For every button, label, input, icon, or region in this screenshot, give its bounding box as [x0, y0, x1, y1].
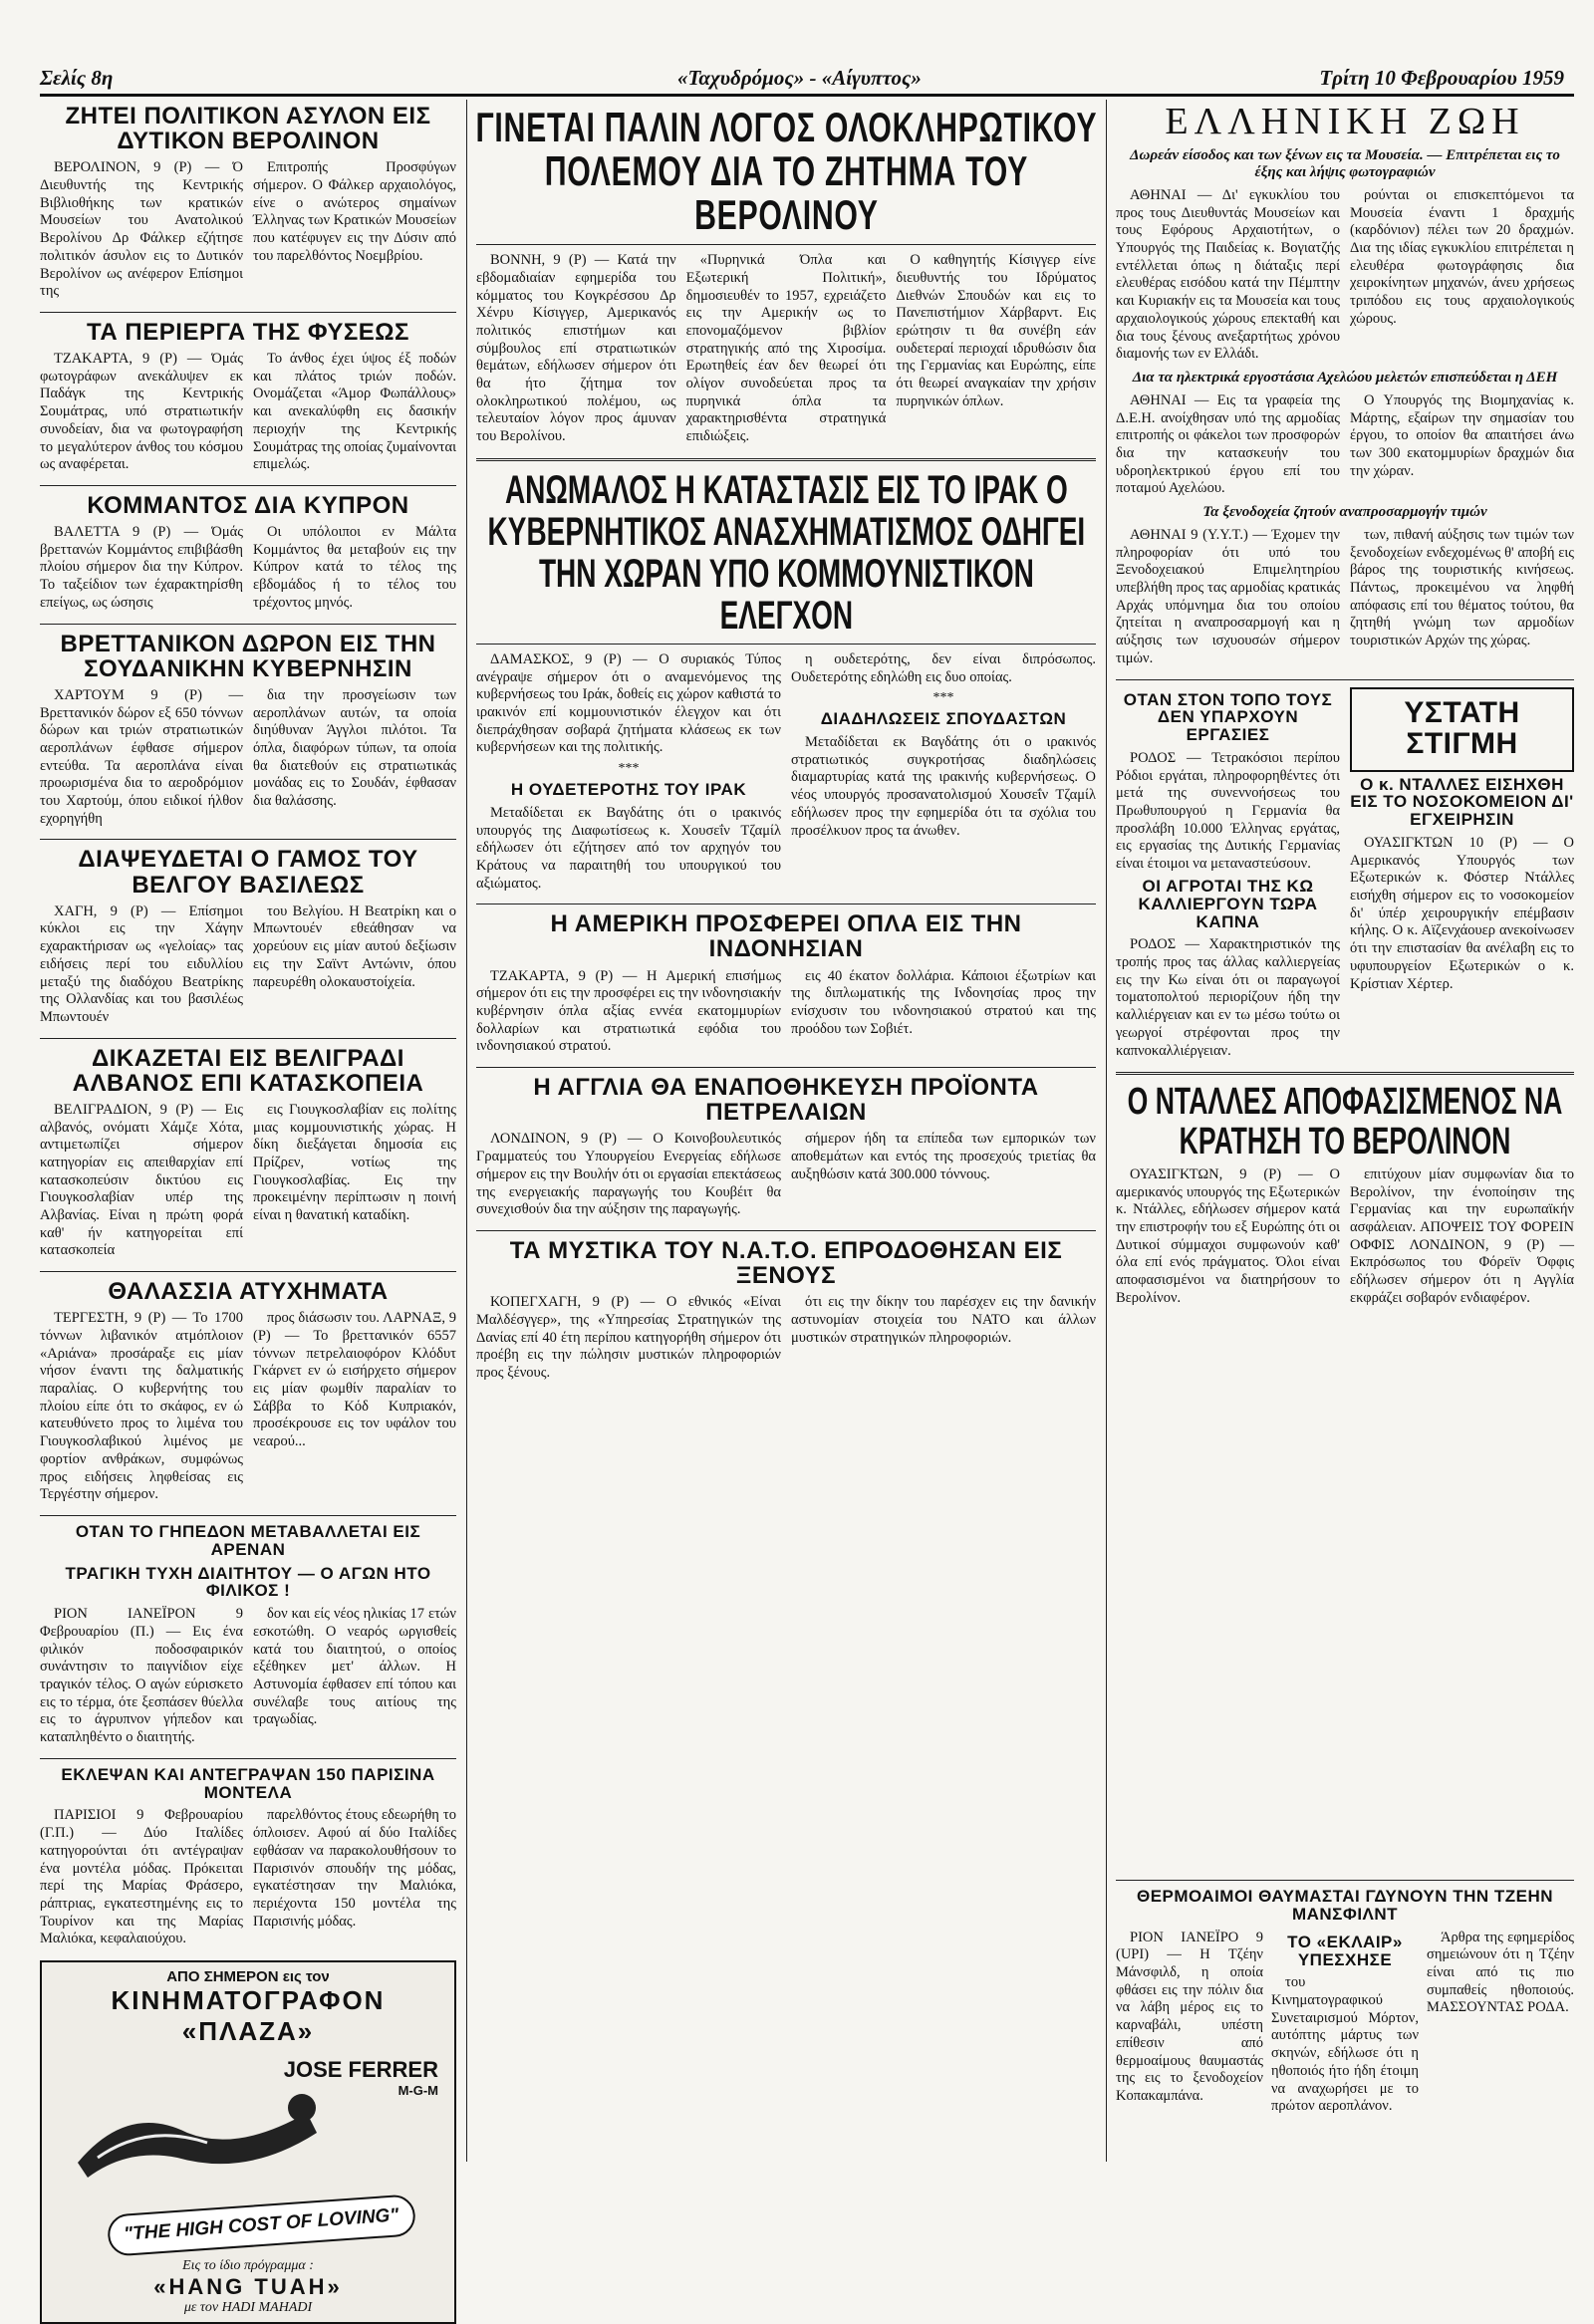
article-text: ρούνται οι επισκεπτόμενοι τα Μουσεία έναντι 1 δραχμής (καρδόνιον) πέλει των 20 δραχμών. Δια της ιδίας εγκυκλίου επιτρέπεται η ελευθέρα φωτογράφησις δια χειροκίνητων μηχανών, άνευ χρήσεως τριπόδου εις τους αρχαιολογικούς χώρους.	[1350, 187, 1574, 327]
article-text: η ουδετερότης, δεν είναι διπρόσωπος. Ουδετερότης εδηλώθη εις δυο οποίας.	[791, 650, 1096, 685]
article-text: ΑΘΗΝΑΙ — Δι' εγκυκλίου του προς τους Διευθυντάς Μουσείων και τους Εφόρους Αρχαιοτήτων, ο Υπουργός της Παιδείας κ. Βογιατζής εντέλλεται όπως η διάταξις περί ελευθέρας εισόδου κατά την Πέμπτην και Κυριακήν εις τα Μουσεία και τους αρχαιολογικούς χώρους επεκταθή και δια τους ξένους ανεξαρτήτως χρόνου διαμονής των εν Ελλάδι.	[1116, 187, 1340, 363]
article-text: ΡΙΟΝ ΙΑΝΕΪΡΟ 9 (UPI) — Η Τζέην Μάνσφιλδ, η οποία φθάσει εις την πόλιν δια να λάβη μέρος εις το καρναβάλι, υπέστη επίθεσιν από θερμοαίμους θαυμαστάς της εις το ξενοδοχείον Κοπακαμπάνα.	[1116, 1929, 1263, 2104]
article-text: ΧΑΓΗ, 9 (Ρ) — Επίσημοι κύκλοι εις την Χάγην εχαρακτήρισαν ως «γελοίας» τας ειδήσεις περί του ειδυλλίου μεταξύ της διαδόχου Βεατρίκης της Ολλανδίας και του βασιλέως Μπωντουέν	[40, 903, 243, 1025]
article-subtitle: ΔΙΑΔΗΛΩΣΕΙΣ ΣΠΟΥΔΑΣΤΩΝ	[820, 709, 1067, 729]
article-text: Ο Υπουργός της Βιομηχανίας κ. Μάρτης, εξαίρων την σημασίαν του έργου, το οποίον θα απαιτήσει άνω των 300 εκατομμυρίων δραχμών δια την χώραν.	[1350, 391, 1574, 479]
article-text: ΟΥΑΣΙΓΚΤΩΝ, 9 (Ρ) — Ο αμερικανός υπουργός της Εξωτερικών κ. Ντάλλες, εδήλωσεν σήμερον κατά την επιστροφήν του εξ Ευρώπης ότι οι Δυτικοί σύμμαχοι συμφωνούν καθ' όλα επί ενός πράγματος. Όλοι είναι αποφασισμένοι να διατηρήσουν το Βερολίνον.	[1116, 1165, 1340, 1306]
article-text: του Κινηματογραφικού Συνεταιρισμού Μόρτον, αυτόπτης μάρτυς των σκηνών, εδήλωσε ότι η ηθοποιός ήτο ήδη έτοιμη να αναχωρήσει με το πρώτον αεροπλάνον.	[1271, 1974, 1419, 2115]
article-text: Άρθρα της εφημερίδος σημειώνουν ότι η Τζέην είναι από τις πιο συμπαθείς ηθοποιούς. ΜΑΣΣΟΥΝΤΑΣ ΡΟΔΑ.	[1427, 1929, 1574, 2016]
article-subtitle: Η ΟΥΔΕΤΕΡΟΤΗΣ ΤΟΥ ΙΡΑΚ	[510, 779, 747, 799]
article-text: δια την προσγείωσιν των αεροπλάνων αυτών, τα οποία διηύθυναν Άγγλοι πιλότοι. Τα όπλα, διαφόρων τύπων, τα οποία θα διατεθούν εις στρατιωτικάς μονάδας εις το Σουδάν, έφθασαν δια θαλάσσης.	[253, 686, 456, 809]
lead-headline: ΓΙΝΕΤΑΙ ΠΑΛΙΝ ΛΟΓΟΣ ΟΛΟΚΛΗΡΩΤΙΚΟΥ ΠΟΛΕΜΟΥ ΔΙΑ ΤΟ ΖΗΤΗΜΑ ΤΟΥ ΒΕΡΟΛΙΝΟΥ	[475, 104, 1097, 239]
article-text: ΛΟΝΔΙΝΟΝ, 9 (Ρ) — Ο Κοινοβουλευτικός Γραμματεύς του Υπουργείου Ενεργείας εδήλωσε σήμερον εις την Βουλήν ότι οι εργασίαι επεκτάσεως της ενεργειακής παραγωγής του Κουβέιτ θα συνεχισθούν δια την αύξησιν της παραγωγής.	[476, 1131, 781, 1218]
article-title: ΚΟΜΜΑΝΤΟΣ ΔΙΑ ΚΥΠΡΟΝ	[87, 491, 409, 519]
article-text: ΚΟΠΕΓΧΑΓΗ, 9 (Ρ) — Ο εθνικός «Είναι Μαλδέσγγερ», της «Υπηρεσίας Στρατηγικών της Δανίας επί 40 έτη περίπου κατηγορήθη σήμερον ότι προέβη εις την πώλησιν μυστικών πληροφοριών προς ξένους.	[476, 1294, 781, 1381]
article-title: ΘΑΛΑΣΣΙΑ ΑΤΥΧΗΜΑΤΑ	[108, 1278, 389, 1306]
masthead	[40, 60, 1574, 97]
newspaper-name: «Ταχυδρόμος» - «Αίγυπτος»	[677, 66, 922, 90]
mansfield-article	[1116, 1873, 1574, 2162]
page-number: Σελίς 8η	[40, 66, 114, 90]
ad-second-film: «HANG TUAH»	[153, 2273, 343, 2299]
article-text: ΒΟΝΝΗ, 9 (Ρ) — Κατά την εβδομαδιαίαν εφημερίδα του κόμματος του Κογκρέσσου Δρ Χένρυ Κίσιγγερ, Αμερικανός πολιτικός επιστήμων και σύμβουλος επί στρατιωτικών θεμάτων, εδήλωσεν σήμερον ότι θα ήτο ζήτημα τον ολοκληρωτικού πολέμου, ως τελευταίον λόγον προς άμυναν του Βερολίνου.	[476, 252, 676, 445]
cinema-advertisement	[40, 1960, 456, 2324]
article-title: ΒΡΕΤΤΑΝΙΚΟΝ ΔΩΡΟΝ ΕΙΣ ΤΗΝ ΣΟΥΔΑΝΙΚΗΝ ΚΥΒΕΡΝΗΣΙΝ	[60, 630, 436, 682]
breaking-news-title: ΥΣΤΑΤΗ ΣΤΙΓΜΗ	[1404, 695, 1520, 760]
ad-cinema-name: ΚΙΝΗΜΑΤΟΓΡΑΦΟΝ «ΠΛΑΖΑ»	[111, 1984, 386, 2046]
ad-star-name: JOSE FERRER	[283, 2056, 438, 2082]
article-title: Ο κ. ΝΤΑΛΛΕΣ ΕΙΣΗΧΘΗ ΕΙΣ ΤΟ ΝΟΣΟΚΟΜΕΙΟΝ ΔΙ' ΕΓΧΕΙΡΗΣΙΝ	[1350, 774, 1574, 830]
article-text: ΒΕΡΟΛΙΝΟΝ, 9 (Ρ) — Ό Διευθυντής της Κεντρικής Βιβλιοθήκης των κρατικών Μουσείων του Ανατολικού Βερολίνου Δρ Φάλκερ εζήτησε πολιτικόν άσυλον εις το Δυτικόν Βερολίνον ως ανέφερον Επίσημοι της	[40, 159, 243, 300]
ad-intro: ΑΠΟ ΣΗΜΕΡΟΝ εις τον	[166, 1967, 330, 1985]
article-title: Η ΑΜΕΡΙΚΗ ΠΡΟΣΦΕΡΕΙ ΟΠΛΑ ΕΙΣ ΤΗΝ ΙΝΔΟΝΗΣΙΑΝ	[550, 910, 1022, 963]
article-title: ΟΙ ΑΓΡΟΤΑΙ ΤΗΣ ΚΩ ΚΑΛΛΙΕΡΓΟΥΝ ΤΩΡΑ ΚΑΠΝΑ	[1138, 876, 1318, 931]
article-text: ΠΑΡΙΣΙΟΙ 9 Φεβρουαρίου (Γ.Π.) — Δύο Ιταλίδες κατηγορούνται ότι αντέγραψαν ένα μοντέλα μόδας. Πρόκειται περί της Μαρίας Φράσερο, ράπτριας, εγκατεστημένης εις το Τουρίνον και της Μαρίας Μαλιόκα, κεφαλαιούχου.	[40, 1807, 243, 1947]
article-title: ΘΕΡΜΟΑΙΜΟΙ ΘΑΥΜΑΣΤΑΙ ΓΔΥΝΟΥΝ ΤΗΝ ΤΖΕΗΝ ΜΑΝΣΦΙΛΝΤ	[1136, 1887, 1554, 1924]
section-subtitle: Δωρεάν είσοδος και των ξένων εις τα Μουσεία. — Επιτρέπεται εις το έξης και λήψις φωτογραφιών	[1130, 147, 1560, 180]
dulles-headline: Ο ΝΤΑΛΛΕΣ ΑΠΟΦΑΣΙΣΜΕΝΟΣ ΝΑ ΚΡΑΤΗΣΗ ΤΟ ΒΕΡΟΛΙΝΟΝ	[1127, 1081, 1563, 1163]
article-subtitle: ΤΟ «ΕΚΛΑΙΡ» ΥΠΕΣΧΗΣΕ	[1287, 1932, 1403, 1969]
article-text: επιτύχουν μίαν συμφωνίαν δια το Βερολίνον, την ένοποίησιν της Γερμανίας και την ευρωπαϊκήν ασφάλειαν. ΑΠΟΨΕΙΣ ΤΟΥ ΦΟΡΕΙΝ ΟΦΦΙΣ ΛΟΝΔΙΝΟΝ, 9 (Ρ) — Εκπρόσωπος του Φόρεϊν Όφφις εδήλωσεν σήμερον ότι η Αγγλία εκφράζει σοβαρόν ενδιαφέρον.	[1350, 1165, 1574, 1306]
section-subtitle: Δια τα ηλεκτρικά εργοστάσια Αχελώου μελετών επισπεύδεται η ΔΕΗ	[1132, 369, 1558, 386]
article-text: ΔΑΜΑΣΚΟΣ, 9 (Ρ) — Ο συριακός Τύπος ανέγραψε σήμερον ότι ο αναμενόμενος της κυβερνήσεως του Ιράκ, δοθείς εις χώρον καθιστά το ιρακινόν επί κομμουνιστικόν έλεγχον και ότι διεπράχθησαν σοβαρά ζητήματα κλάσεως εκ των κυβερνήσεων και της πολιτικής.	[476, 650, 781, 756]
article-text: ΑΘΗΝΑΙ — Εις τα γραφεία της Δ.Ε.Η. ανοίχθησαν υπό της αρμοδίας επιτροπής οι φάκελοι των προσφορών δια την κατασκευήν του υδροηλεκτρικού έργου επί του ποταμού Αχελώου.	[1116, 391, 1340, 497]
article-text: ΟΥΑΣΙΓΚΤΩΝ 10 (Ρ) — Ο Αμερικανός Υπουργός των Εξωτερικών κ. Φόστερ Ντάλλες εισήχθη σήμερον εις το νοσοκομείον δι' ύπέρ χειρουργικήν επέμβασιν κήλης. Ο κ. Αϊζενχάουερ ανεκοίνωσεν ότι την επιστασίαν θα ανέλαβη εις το υφυπουργείον Εξωτερικών ο κ. Κρίστιαν Χέρτερ.	[1350, 835, 1574, 992]
article-text: ΡΟΔΟΣ — Χαρακτηριστικόν της τροπής προς τας άλλας καλλιεργείας εις την Κω είναι ότι οι παραγωγοί τοματοπολτού περιορίζουν ήδη την καλλιέργειαν και εν τω μέσω τούτω οι γεωργοί στρέφονται προς την καπνοκαλλιέργειαν.	[1116, 936, 1340, 1059]
ad-film-title: "THE HIGH COST OF LOVING"	[107, 2194, 416, 2256]
column-center: ΓΙΝΕΤΑΙ ΠΑΛΙΝ ΛΟΓΟΣ ΟΛΟΚΛΗΡΩΤΙΚΟΥ ΠΟΛΕΜΟΥ ΔΙΑ ΤΟ ΖΗΤΗΜΑ ΤΟΥ ΒΕΡΟΛΙΝΟΥ ΒΟΝΝΗ, 9 (Ρ) — Κατά την εβδομαδιαίαν εφημερίδα του κόμματος του Κογκρέσσου Δρ Χένρυ Κίσιγγερ, Αμερικανός πολιτικός επιστήμων και σύμβουλος επί στρατιωτικών θεμάτων, εδήλωσεν σήμερον ότι θα ήτο ζήτημα τον ολοκληρωτικού πολέμου, ως τελευταίον λόγον προς άμυναν του Βερολίνου. «Πυρηνικά Όπλα και Εξωτερική Πολιτική», δημοσιευθέν το 1957, εχρειάζετο εις την Αμερικήν ως το επονομαζόμενον βιβλίον στρατηγικής από της Χιροσίμα. Ερωτηθείς έαν δεν θεωρεί ότι ολίγον συνοδεύεται προς τα πυρηνικά όπλα τα χαρακτηρισθέντα στρατηγικά επιδιώξεις. Ο καθηγητής Κίσιγγερ είνε διευθυντής του Ιδρύματος Διεθνών Σπουδών και εις το Πανεπιστήμιον Χάρβαρντ. Εις ερώτησιν τι θα συνέβη εάν ουδετεραί περιοχαί ιδρυθώσιν δια της Γερμανίας και Ευρώπης, είπε ότι θεωρεί αναγκαίαν την χρήσιν πυρηνικών όπλων. ΑΝΩΜΑΛΟΣ Η ΚΑΤΑΣΤΑΣΙΣ ΕΙΣ ΤΟ ΙΡΑΚ Ο ΚΥΒΕΡΝΗΤΙΚΟΣ ΑΝΑΣΧΗΜΑΤΙΣΜΟΣ ΟΔΗΓΕΙ ΤΗΝ ΧΩΡΑΝ ΥΠΟ ΚΟΜΜΟΥΝΙΣΤΙΚΟΝ ΕΛΕΓΧΟΝ ΔΑΜΑΣΚΟΣ, 9 (Ρ) — Ο συριακός Τύπος ανέγραψε σήμερον ότι ο αναμενόμενος της κυβερνήσεως του Ιράκ, δοθείς εις χώρον καθιστά το ιρακινόν επί κομμουνιστικόν έλεγχον και ότι διεπράχθησαν σοβαρά ζητήματα κλάσεως εκ των κυβερνήσεων και της πολιτικής. *** Η ΟΥΔΕΤΕΡΟΤΗΣ ΤΟΥ ΙΡΑΚ Μεταδίδεται εκ Βαγδάτης ότι ο ιρακινός υπουργός της Διαφωτίσεως κ. Χουσεΐν Τζαμίλ εδήλωσεν ότι εζήτησεν από τον αρχηγόν του Κράτους να παραιτηθή του υπουργικού του αξιώματος. η ουδετερότης, δεν είναι διπρόσωπος. Ουδετερότης εδηλώθη εις δυο οποίας. *** ΔΙΑΔΗΛΩΣΕΙΣ ΣΠΟΥΔΑΣΤΩΝ Μεταδίδεται εκ Βαγδάτης ότι ο ιρακινός στρατιωτικός συγκροτήσας διαδηλώσεις διαμαρτυρίας κατά της ιρακινής κυβερνήσεως. Ο νέος υπουργός προσανατολισμού Χουσεΐν Τζαμίλ εδήλωσεν προς την εφημερίδα ότι τα σχόλια του προσέλκυον προς τα άνωθεν. Η ΑΜΕΡΙΚΗ ΠΡΟΣΦΕΡΕΙ ΟΠΛΑ ΕΙΣ ΤΗΝ ΙΝΔΟΝΗΣΙΑΝ ΤΖΑΚΑΡΤΑ, 9 (Ρ) — Η Αμερική επισήμως σήμερον ότι εις την προσφέρει εις την ινδονησιακήν κυβέρνησιν όπλα αξίας εννέα εκατομμυρίων δολλαρίων και στρατιωτικά εφόδια του ινδονησιακού στρατού. εις 40 έκατον δολλάρια. Κάποιοι έξωτρίων και της διπλωματικής της Ινδονησίας προς την ενίσχυσιν του ινδονησιακού στρατού και της προόδου των Σοβιέτ. Η ΑΓΓΛΙΑ ΘΑ ΕΝΑΠΟΘΗΚΕΥΣΗ ΠΡΟΪΟΝΤΑ ΠΕΤΡΕΛΑΙΩΝ ΛΟΝΔΙΝΟΝ, 9 (Ρ) — Ο Κοινοβουλευτικός Γραμματεύς του Υπουργείου Ενεργείας εδήλωσε σήμερον εις την Βουλήν ότι οι εργασίαι επεκτάσεως της ενεργειακής παραγωγής του Κουβέιτ θα συνεχισθούν δια την αύξησιν της παραγωγής. σήμερον ήδη τα επίπεδα των εμπορικών των αποθεμάτων και εντός της προσεχούς τριετίας θα αυξηθώσιν κατά 300.000 τόννους. ΤΑ ΜΥΣΤΙΚΑ ΤΟΥ Ν.Α.Τ.Ο. ΕΠΡΟΔΟΘΗΣΑΝ ΕΙΣ ΞΕΝΟΥΣ ΚΟΠΕΓΧΑΓΗ, 9 (Ρ) — Ο εθνικός «Είναι Μαλδέσγγερ», της «Υπηρεσίας Στρατηγικών της Δανίας επί 40 έτη περίπου κατηγορήθη σήμερον ότι προέβη εις την πώλησιν μυστικών πληροφοριών προς ξένους. ότι εις την δίκην του παρέσχεν εις την δανικήν αστυνομίαν στοιχεία του ΝΑΤΟ και άλλων μυστικών στρατηγικών πληροφοριών.	[475, 104, 1097, 1381]
article-text: του Βελγίου. Η Βεατρίκη και ο Μπωντουέν εθεάθησαν να χορεύουν εις μίαν αυτού δεξίωσιν εις την Σαϊντ Αντώνιν, όπου παρευρέθη ολοκαυστοίχεία.	[253, 903, 456, 990]
ad-second-star: με τον HADI MAHADI	[183, 2299, 313, 2315]
article-text: δον και είς νέος ηλικίας 17 ετών εσκοτώθη. Ο νεαρός ωργισθείς κατά του διαιτητού, ο οποίος εξέθηκεν μετ' άλλων. Η Αστυνομία έφθασεν επί τόπου και συνέλαβε τους αιτίους της τραγωδίας.	[253, 1606, 456, 1728]
article-text: «Πυρηνικά Όπλα και Εξωτερική Πολιτική», δημοσιευθέν το 1957, εχρειάζετο εις την Αμερικήν ως το επονομαζόμενον βιβλίον στρατηγικής από της Χιροσίμα. Ερωτηθείς έαν δεν θεωρεί ότι ολίγον συνοδεύεται προς τα πυρηνικά όπλα τα χαρακτηρισθέντα στρατηγικά επιδιώξεις.	[685, 252, 887, 445]
article-text: ΧΑΡΤΟΥΜ 9 (Ρ) — Βρεττανικόν δώρον εξ 650 τόννων δώρων και τριών στρατιωτικών αεροπλάνων έφθασε σήμερον εντεύθα. Τα αεροπλάνα είναι προωρισμένα δια το αεροδρόμιον του Χαρτούμ, όπου ειδικοί ήλθον εχορηγήθη	[40, 686, 243, 827]
article-text: ότι εις την δίκην του παρέσχεν εις την δανικήν αστυνομίαν στοιχεία του ΝΑΤΟ και άλλων μυστικών στρατηγικών πληροφοριών.	[791, 1294, 1096, 1346]
article-title: ΕΚΛΕΨΑΝ ΚΑΙ ΑΝΤΕΓΡΑΨΑΝ 150 ΠΑΡΙΣΙΝΑ ΜΟΝΤΕΛΑ	[61, 1764, 435, 1802]
article-text: Μεταδίδεται εκ Βαγδάτης ότι ο ιρακινός στρατιωτικός συγκροτήσας διαδηλώσεις διαμαρτυρίας κατά της ιρακινής κυβερνήσεως. Ο νέος υπουργός προσανατολισμού Χουσεΐν Τζαμίλ εδήλωσεν προς την εφημερίδα ότι τα σχόλια του προσέλκυον προς τα άνωθεν.	[791, 734, 1096, 839]
article-text: ΤΖΑΚΑΡΤΑ, 9 (Ρ) — Η Αμερική επισήμως σήμερον ότι εις την προσφέρει εις την ινδονησιακήν κυβέρνησιν όπλα αξίας εννέα εκατομμυρίων δολλαρίων και στρατιωτικά εφόδια του ινδονησιακού στρατού.	[476, 967, 781, 1055]
ad-studio: M-G-M	[398, 2082, 438, 2098]
column-right	[1116, 100, 1574, 2162]
article-title: ΔΙΑΨΕΥΔΕΤΑΙ Ο ΓΑΜΟΣ ΤΟΥ ΒΕΛΓΟΥ ΒΑΣΙΛΕΩΣ	[78, 846, 418, 899]
issue-date: Τρίτη 10 Φεβρουαρίου 1959	[1319, 66, 1564, 90]
article-text: Ο καθηγητής Κίσιγγερ είνε διευθυντής του Ιδρύματος Διεθνών Σπουδών και εις το Πανεπιστήμιον Χάρβαρντ. Εις ερώτησιν τι θα συνέβη εάν ουδετεραί περιοχαί ιδρυθώσιν δια της Γερμανίας και Ευρώπης, είπε ότι θεωρεί αναγκαίαν την χρήσιν πυρηνικών όπλων.	[896, 252, 1097, 409]
article-text: ΒΕΛΙΓΡΑΔΙΟΝ, 9 (Ρ) — Εις αλβανός, ονόματι Χάμζε Χότα, αντιμετωπίζει σήμερον κατηγορίαν εις απειθαρχίαν επί κατασκοπεύσιν δικτύου εις Γιουγκοσλαβίαν υπέρ της Αλβανίας. Είναι η πρώτη φορά καθ' ήν κατηγορείται επί κατασκοπεία	[40, 1101, 243, 1259]
article-text: εις 40 έκατον δολλάρια. Κάποιοι έξωτρίων και της διπλωματικής της Ινδονησίας προς την ενίσχυσιν του ινδονησιακού στρατού και της προόδου των Σοβιέτ.	[791, 967, 1096, 1037]
article-title: ΟΤΑΝ ΣΤΟΝ ΤΟΠΟ ΤΟΥΣ ΔΕΝ ΥΠΑΡΧΟΥΝ ΕΡΓΑΣΙΕΣ	[1123, 689, 1333, 745]
article-text: ΡΟΔΟΣ — Τετρακόσιοι περίπου Ρόδιοι εργάται, πληροφορηθέντες ότι μετά της συνεννοήσεως του Πρωθυπουργού η Γερμανία θα προσλάβη 10.000 Έλληνας εργάτας, εις εργασίας της Δυτικής Γερμανίας είναι έτοιμοι να μεταναστεύσουν.	[1116, 750, 1340, 873]
article-subtitle: ΤΡΑΓΙΚΗ ΤΥΧΗ ΔΙΑΙΤΗΤΟΥ — Ο ΑΓΩΝ ΗΤΟ ΦΙΛΙΚΟΣ !	[65, 1563, 431, 1601]
article-text: προς διάσωσιν του. ΛΑΡΝΑΞ, 9 (Ρ) — Το βρεττανικόν 6557 τόννων πετρελαιοφόρον Κλόδυτ Γκάρνετ εν ώ εισήρχετο σήμερον εις μίαν φωμθίν παραλίαν το Σάββα το Κόδ Κυπριακόν, προσέκρουσε εις τον υφάλον του νεαρού...	[253, 1310, 456, 1450]
article-text: εις Γιουγκοσλαβίαν εις πολίτης μιας κομμουνιστικής χώρας. Η δίκη διεξάγεται δημοσία εις Πρίζρεν, νοτίως της Γιουγκοσλαβίας. Εις την προκειμένην περίπτωσιν η ποινή είναι η θανατική καταδίκη.	[253, 1101, 456, 1224]
iraq-headline: ΑΝΩΜΑΛΟΣ Η ΚΑΤΑΣΤΑΣΙΣ ΕΙΣ ΤΟ ΙΡΑΚ Ο ΚΥΒΕΡΝΗΤΙΚΟΣ ΑΝΑΣΧΗΜΑΤΙΣΜΟΣ ΟΔΗΓΕΙ ΤΗΝ ΧΩΡΑΝ ΥΠΟ ΚΟΜΜΟΥΝΙΣΤΙΚΟΝ ΕΛΕΓΧΟΝ	[487, 467, 1085, 638]
article-title: Η ΑΓΓΛΙΑ ΘΑ ΕΝΑΠΟΘΗΚΕΥΣΗ ΠΡΟΪΟΝΤΑ ΠΕΤΡΕΛΑΙΩΝ	[533, 1074, 1039, 1127]
article-title: ΖΗΤΕΙ ΠΟΛΙΤΙΚΟΝ ΑΣΥΛΟΝ ΕΙΣ ΔΥΤΙΚΟΝ ΒΕΡΟΛΙΝΟΝ	[65, 103, 431, 155]
article-text: ΡΙΟΝ ΙΑΝΕΪΡΟΝ 9 Φεβρουαρίου (Π.) — Εις ένα φιλικόν ποδοσφαιρικόν συνάντησιν το παιγνίδιον είχε τραγικόν τέλος. Ο αγών εύρισκετο εις το τέρμα, ότε ξεσπάσεν θύελλα εις το άγρυπνον γήπεδον και καταπληθέντο ο διαιτητής.	[40, 1606, 243, 1746]
article-title: ΤΑ ΜΥΣΤΙΚΑ ΤΟΥ Ν.Α.Τ.Ο. ΕΠΡΟΔΟΘΗΣΑΝ ΕΙΣ ΞΕΝΟΥΣ	[509, 1236, 1063, 1290]
article-text: των, πιθανή αύξησις των τιμών των ξενοδοχείων ενδεχομένως θ' αποβή εις βάρος της τουριστικής κινήσεως. Πάντως, προκειμένου να ληφθή απόφασις επί του θέματος τούτου, θα ζητηθή γνώμη των αρμοδίων τουριστικών Αρχών της χώρας.	[1350, 527, 1574, 649]
ad-program-label: Εις το ίδιο πρόγραμμα :	[182, 2257, 314, 2273]
section-title: ΕΛΛΗΝΙΚΗ ΖΩΗ	[1165, 101, 1525, 142]
article-text: Το άνθος έχει ύψος έξ ποδών και πλάτος τριών ποδών. Ονομάζεται «Άμορ Φωπάλλους» και ανεκαλύφθη εις δασικήν περιοχήν της Κεντρικής Σουμάτρας της οποίας ζυμαίνονται επιμελώς.	[253, 351, 456, 473]
article-title: ΔΙΚΑΖΕΤΑΙ ΕΙΣ ΒΕΛΙΓΡΑΔΙ ΑΛΒΑΝΟΣ ΕΠΙ ΚΑΤΑΣΚΟΠΕΙΑ	[72, 1044, 424, 1097]
article-text: ΤΕΡΓΕΣΤΗ, 9 (Ρ) — Το 1700 τόννων λιβανικόν ατμόπλοιον «Αριάνα» προσάραξε εις μίαν νήσον έναντι της δαλματικής παραλίας. Ο κυβερνήτης του πλοίου είπε ότι το σκάφος, εν ώ κατευθύνετο προς το λιμένα του Γιουγκοσλαβικού λιμένος με φορτίον ανθράκων, συμφώνως προς ειδήσεις ληφθείσας εις Τεργέστην σήμερον.	[40, 1310, 243, 1503]
article-text: ΑΘΗΝΑΙ 9 (Υ.Υ.Τ.) — Έχομεν την πληροφορίαν ότι υπό του Ξενοδοχειακού Επιμελητηρίου υπεβλήθη προς τας αρμοδίας κρατικάς Αρχάς υπόμνημα δια του οποίου ζητείται η αναπροσαρμογή και η αύξησις των ισχυουσών σήμερον τιμών.	[1116, 527, 1340, 666]
article-text: ΒΑΛΕΤΤΑ 9 (Ρ) — Όμάς βρεττανών Κομμάντος επιβιβάσθη πλοίου σήμερον δια την Κύπρον. Το ταξείδιον των έχαρακτηρίσθη επείγως, ως ώσησις	[40, 524, 243, 611]
column-left	[40, 100, 456, 2315]
article-text: Οι υπόλοιποι εν Μάλτα Κομμάντος θα μεταβούν εις την Κύπρον κατά το τέλος της εβδομάδος ή το τέλος του τρέχοντος μηνός.	[253, 524, 456, 611]
section-subtitle: Τα ξενοδοχεία ζητούν αναπροσαρμογήν τιμών	[1202, 504, 1487, 520]
article-text: σήμερον ήδη τα επίπεδα των εμπορικών των αποθεμάτων και εντός της προσεχούς τριετίας θα αυξηθώσιν κατά 300.000 τόννους.	[791, 1131, 1096, 1182]
article-text: Μεταδίδεται εκ Βαγδάτης ότι ο ιρακινός υπουργός της Διαφωτίσεως κ. Χουσεΐν Τζαμίλ εδήλωσεν ότι εζήτησεν από τον αρχηγόν του Κράτους να παραιτηθή του υπουργικού του αξιώματος.	[476, 804, 781, 892]
article-title: ΤΑ ΠΕΡΙΕΡΓΑ ΤΗΣ ΦΥΣΕΩΣ	[87, 318, 409, 346]
article-text: ΤΖΑΚΑΡΤΑ, 9 (Ρ) — Όμάς φωτογράφων ανεκάλυψεν εκ Παδάγκ της Κεντρικής Σουμάτρας, υπό στρατιωτικήν συνοδείαν, δια να φωτογραφήση το μεγαλύτερον άνθος του κόσμου ως αναφέρεται.	[40, 351, 243, 473]
article-title: ΟΤΑΝ ΤΟ ΓΗΠΕΔΟΝ ΜΕΤΑΒΑΛΛΕΤΑΙ ΕΙΣ ΑΡΕΝΑΝ	[75, 1521, 421, 1559]
article-text: Επιτροπής Προσφύγων σήμερον. Ο Φάλκερ αρχαιολόγος, είνε ο ανώτερος σημαίνων Έλληνας των Κρατικών Μουσείων που κατέφυγεν εις την Δύσιν από του παρελθόντος Νοεμβρίου.	[253, 159, 456, 264]
article-text: παρελθόντος έτους εδεωρήθη το όπλοισεν. Αφού αί δύο Ιταλίδες εφθάσαν να παρακολουθήσουν το Παρισινόν σπουδήν της μόδας, εγκατέστησαν την Μαλιόκα, περιέχοντα 150 μοντέλα της Παρισινής μόδας.	[253, 1807, 456, 1930]
